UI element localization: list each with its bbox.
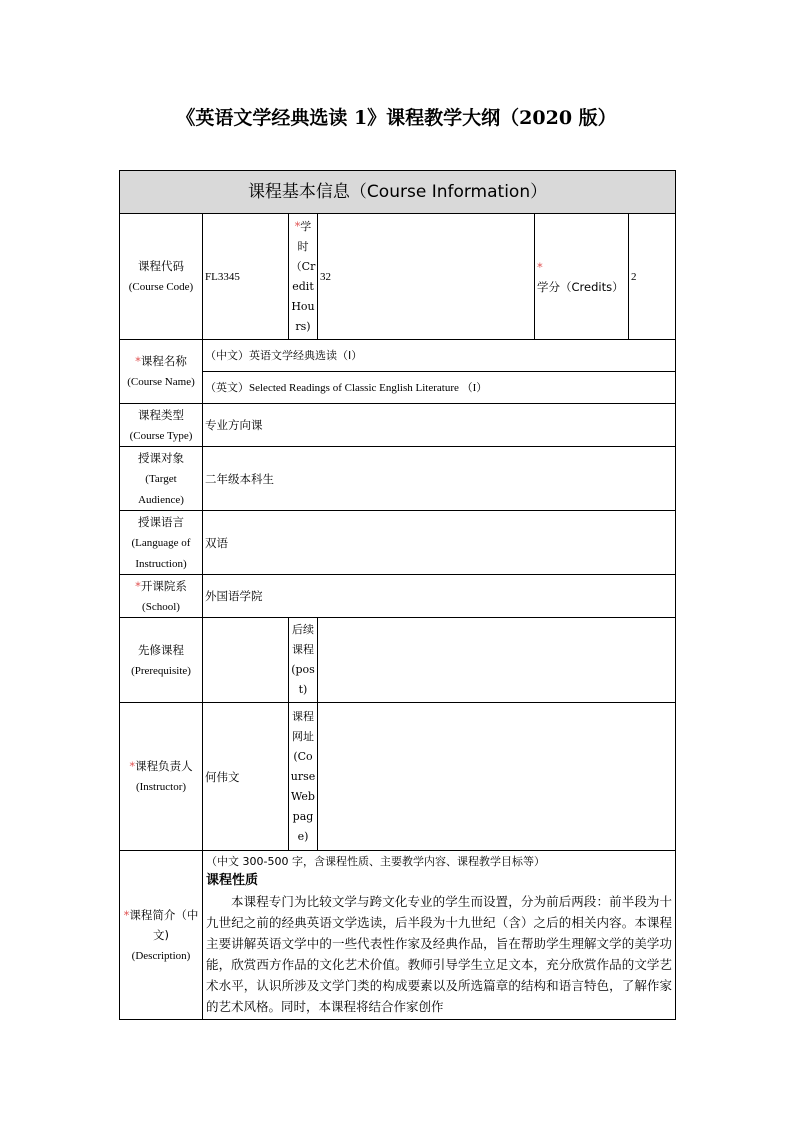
code-value: FL3345 [203, 214, 289, 340]
type-label: 课程类型 (Course Type) [120, 404, 203, 447]
description-label: *课程简介（中文) (Description) [120, 851, 203, 1020]
school-value: 外国语学院 [203, 575, 676, 618]
prereq-value [203, 618, 289, 703]
hours-value: 32 [318, 214, 535, 340]
document-title: 《英语文学经典选读 1》课程教学大纲（2020 版） [176, 107, 617, 129]
webpage-value [318, 703, 676, 851]
name-label: *课程名称 (Course Name) [120, 340, 203, 404]
table-header: 课程基本信息（Course Information） [120, 171, 676, 214]
audience-label: 授课对象 (Target Audience) [120, 447, 203, 511]
description-text: 本课程专门为比较文学与跨文化专业的学生而设置，分为前后两段：前半段为十九世纪之前的经典英语文学选读，后半段为十九世纪（含）之后的相关内容。本课程主要讲解英语文学中的一些代表性作家及经典作品，旨在帮助学生理解文学的美学功能，欣赏西方作品的文化艺术价值。教师引导学生立足文本，充分欣赏作品的文学艺术水平，认识所涉及文学门类的构成要素以及所选篇章的结构和语言特色，了解作家的艺术风格。同时，本课程将结合作家创作 [206, 894, 673, 1014]
name-cn: （中文）英语文学经典选读（I） [203, 340, 676, 372]
description-heading: 课程性质 [206, 873, 259, 888]
language-value: 双语 [203, 511, 676, 575]
description-note: （中文 300-500 字，含课程性质、主要教学内容、课程教学目标等） [206, 855, 545, 868]
credits-label: *学分（Credits） [535, 214, 629, 340]
code-label: 课程代码 (Course Code) [120, 214, 203, 340]
school-label: *开课院系 (School) [120, 575, 203, 618]
name-en: （英文）Selected Readings of Classic English Literature （I） [203, 372, 676, 404]
credits-value: 2 [629, 214, 676, 340]
hours-label: *学时（Credit Hours) [289, 214, 318, 340]
webpage-label: 课程网址(Course Webpage) [289, 703, 318, 851]
post-value [318, 618, 676, 703]
instructor-label: *课程负责人 (Instructor) [120, 703, 203, 851]
type-value: 专业方向课 [203, 404, 676, 447]
description-content [203, 851, 676, 1020]
instructor-value: 何伟文 [203, 703, 289, 851]
language-label: 授课语言 (Language of Instruction) [120, 511, 203, 575]
prereq-label: 先修课程 (Prerequisite) [120, 618, 203, 703]
post-label: 后续课程(post) [289, 618, 318, 703]
course-info-table [119, 170, 676, 1020]
audience-value: 二年级本科生 [203, 447, 676, 511]
